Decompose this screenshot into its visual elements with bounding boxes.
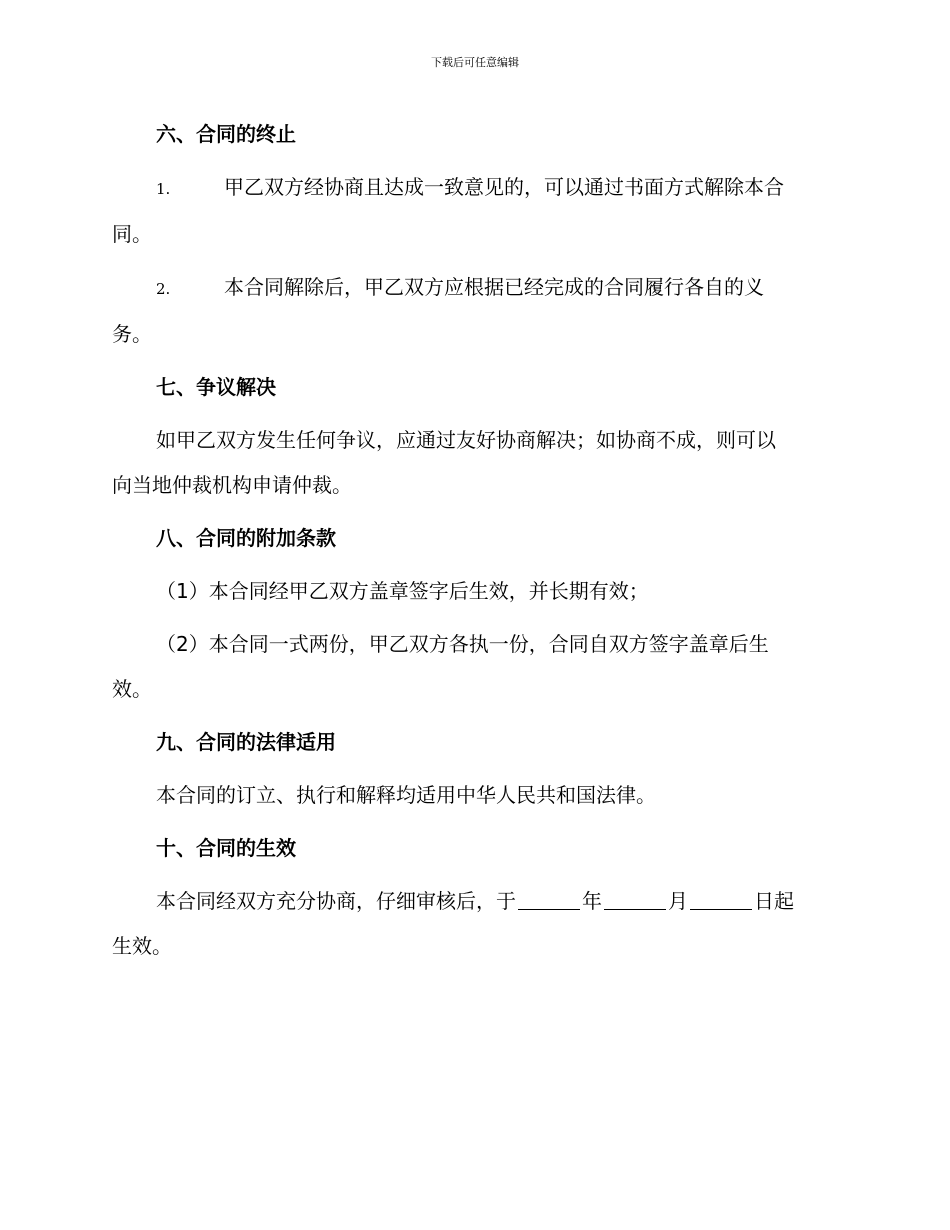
section-6-item-1 <box>112 165 838 212</box>
section-10-text-prefix: 本合同经双方充分协商，仔细审核后，于 <box>156 889 516 913</box>
section-10-paragraph-continuation: 生效。 <box>112 934 172 958</box>
section-8-item-2: （2）本合同一式两份，甲乙双方各执一份，合同自双方签字盖章后生 <box>156 632 769 656</box>
section-7-paragraph-continuation: 向当地仲裁机构申请仲裁。 <box>112 473 352 497</box>
section-8-item-1: （1）本合同经甲乙双方盖章签字后生效，并长期有效； <box>156 579 649 603</box>
section-6-item-1-number: 1. <box>156 180 171 198</box>
section-9-paragraph: 本合同的订立、执行和解释均适用中华人民共和国法律。 <box>156 783 656 807</box>
section-10-heading: 十、合同的生效 <box>156 836 296 860</box>
section-6-item-1-continuation: 同。 <box>112 222 152 246</box>
day-blank <box>690 908 752 910</box>
section-6-item-2-number: 2. <box>156 280 171 298</box>
header-note: 下载后可任意编辑 <box>431 56 519 69</box>
section-9-heading: 九、合同的法律适用 <box>156 730 336 754</box>
section-6-item-2-continuation: 务。 <box>112 322 152 346</box>
section-6-item-2 <box>112 265 838 312</box>
section-6-item-1-text: 甲乙双方经协商且达成一致意见的，可以通过书面方式解除本合 <box>224 175 784 199</box>
month-label: 月 <box>668 889 688 913</box>
section-7-paragraph: 如甲乙双方发生任何争议，应通过友好协商解决；如协商不成，则可以 <box>156 428 776 452</box>
section-7-heading: 七、争议解决 <box>156 375 276 399</box>
document-body <box>112 112 838 969</box>
section-8-heading: 八、合同的附加条款 <box>156 526 336 550</box>
month-blank <box>604 908 666 910</box>
section-6-item-2-text: 本合同解除后，甲乙双方应根据已经完成的合同履行各自的义 <box>224 275 764 299</box>
section-10-paragraph <box>112 879 838 924</box>
day-suffix: 日起 <box>754 889 794 913</box>
year-label: 年 <box>582 889 602 913</box>
section-6-heading: 六、合同的终止 <box>156 122 296 146</box>
section-8-item-2-continuation: 效。 <box>112 677 152 701</box>
year-blank <box>518 908 580 910</box>
